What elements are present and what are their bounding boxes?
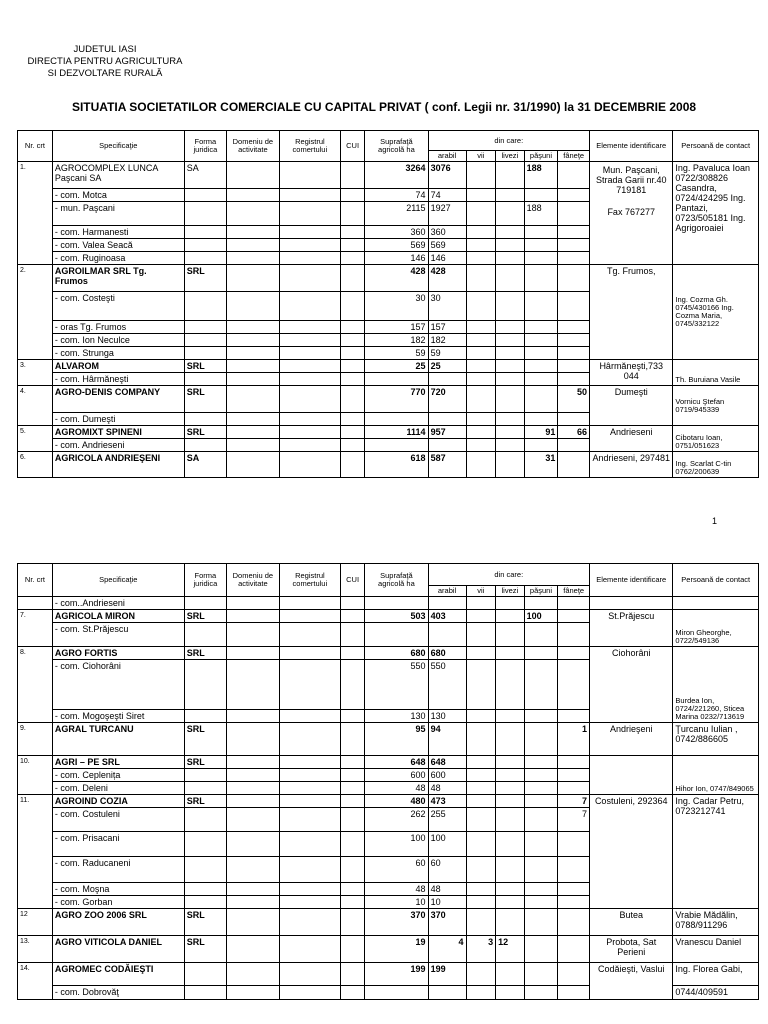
directorate-header: DIRECTIA PENTRU AGRICULTURA — [27, 56, 183, 67]
row-number: 11. — [18, 795, 53, 909]
contact-person: Hihor Ion, 0747/849065 — [673, 756, 759, 795]
company-name: AGRO FORTIS — [52, 647, 184, 660]
legal-form: SRL — [184, 360, 226, 373]
legal-form: SRL — [184, 936, 226, 963]
company-name: AGROMIXT SPINENI — [52, 426, 184, 439]
area-total: 680 — [365, 647, 428, 660]
col-cui: CUI — [340, 131, 364, 162]
col-dincare: din care: — [428, 131, 589, 151]
col-registrul: Registrul comertului — [279, 564, 340, 597]
legal-form: SRL — [184, 909, 226, 936]
col-domeniu: Domeniu de activitate — [226, 564, 279, 597]
area-total: 360 — [365, 226, 428, 239]
identification: Dumeşti — [590, 386, 673, 426]
area-arable: 1927 — [428, 202, 466, 226]
company-name: AGROMEC CODĂIEŞTI — [52, 963, 184, 986]
table-row — [18, 795, 759, 808]
legal-form: SRL — [184, 386, 226, 413]
area-total: 2115 — [365, 202, 428, 226]
legal-form: SRL — [184, 723, 226, 756]
col-forma: Forma juridica — [184, 131, 226, 162]
row-number: 13. — [18, 936, 53, 963]
area-total: 60 — [365, 857, 428, 883]
locality: - com. Strunga — [52, 347, 184, 360]
area-arable: 146 — [428, 252, 466, 265]
col-fanete: fâneţe — [558, 151, 590, 162]
locality: - com..Andrieseni — [52, 597, 184, 610]
locality: - com. Ceplenița — [52, 769, 184, 782]
area-arable: 74 — [428, 189, 466, 202]
identification — [590, 162, 673, 265]
identification: St.Prăjescu — [590, 610, 673, 647]
area-hayfield: 50 — [558, 386, 590, 413]
locality: - com. Mogoşeşti Siret — [52, 710, 184, 723]
area-total: 48 — [365, 883, 428, 896]
col-livezi: livezi — [496, 151, 524, 162]
area-arable: 720 — [428, 386, 466, 413]
locality: - com. Dobrovăţ — [52, 986, 184, 1000]
area-total: 199 — [365, 963, 428, 986]
area-arable: 550 — [428, 660, 466, 710]
area-arable: 648 — [428, 756, 466, 769]
row-number: 3. — [18, 360, 53, 386]
area-total: 262 — [365, 808, 428, 832]
locality: - com. Prisacani — [52, 832, 184, 857]
col-suprafata: Suprafaţă agricolă ha — [365, 564, 428, 597]
col-livezi: livezi — [496, 586, 524, 597]
area-arable: 48 — [428, 782, 466, 795]
row-number: 12 — [18, 909, 53, 936]
col-cui: CUI — [340, 564, 364, 597]
company-name: AGROILMAR SRL Tg. Frumos — [52, 265, 184, 292]
col-dincare: din care: — [428, 564, 589, 586]
contact-person: Vornicu Ştefan 0719/945339 — [673, 386, 759, 426]
col-pasuni: păşuni — [524, 586, 558, 597]
col-nr: Nr. crt — [18, 131, 53, 162]
company-name: AGRO VITICOLA DANIEL — [52, 936, 184, 963]
area-total: 100 — [365, 832, 428, 857]
area-hayfield: 7 — [558, 795, 590, 808]
area-hayfield: 1 — [558, 723, 590, 756]
locality: - oras Tg. Frumos — [52, 321, 184, 334]
contact-person: Miron Gheorghe, 0722/549136 — [673, 610, 759, 647]
area-total: 10 — [365, 896, 428, 909]
area-total: 550 — [365, 660, 428, 710]
area-arable: 428 — [428, 265, 466, 292]
area-total: 569 — [365, 239, 428, 252]
companies-table-page2 — [17, 563, 759, 1000]
area-arable: 587 — [428, 452, 466, 478]
area-total: 74 — [365, 189, 428, 202]
table-row — [18, 756, 759, 769]
table-row — [18, 610, 759, 623]
table-row — [18, 597, 759, 610]
area-arable: 25 — [428, 360, 466, 373]
directorate-header-line2: SI DEZVOLTARE RURALĂ — [47, 68, 163, 79]
area-total: 1114 — [365, 426, 428, 439]
contact-person: Cibotaru Ioan, 0751/051623 — [673, 426, 759, 452]
col-vii: vii — [466, 586, 496, 597]
col-persoana: Persoană de contact — [673, 131, 759, 162]
area-arable: 10 — [428, 896, 466, 909]
area-pasture: 100 — [524, 610, 558, 623]
area-total: 370 — [365, 909, 428, 936]
legal-form: SRL — [184, 426, 226, 439]
legal-form: SRL — [184, 795, 226, 808]
area-total: 770 — [365, 386, 428, 413]
table-row — [18, 386, 759, 413]
area-arable: 569 — [428, 239, 466, 252]
area-total: 648 — [365, 756, 428, 769]
col-registrul: Registrul comertului — [279, 131, 340, 162]
company-name: AGRO ZOO 2006 SRL — [52, 909, 184, 936]
area-arable: 255 — [428, 808, 466, 832]
col-nr: Nr. crt — [18, 564, 53, 597]
area-total: 146 — [365, 252, 428, 265]
legal-form: SA — [184, 452, 226, 478]
companies-table-page1 — [17, 130, 759, 478]
area-arable: 360 — [428, 226, 466, 239]
table-row — [18, 265, 759, 292]
locality: - com. St.Prăjescu — [52, 623, 184, 647]
col-arabil: arabil — [428, 151, 466, 162]
col-spec: Specificaţie — [52, 131, 184, 162]
locality: - mun. Paşcani — [52, 202, 184, 226]
col-persoana: Persoană de contact — [673, 564, 759, 597]
document-title: SITUATIA SOCIETATILOR COMERCIALE CU CAPITAL PRIVAT ( conf. Legii nr. 31/1990) la 31 DECEMBRIE 2008 — [71, 100, 697, 114]
table-row — [18, 162, 759, 189]
row-number: 6. — [18, 452, 53, 478]
area-total: 95 — [365, 723, 428, 756]
company-name: ALVAROM — [52, 360, 184, 373]
locality: - com. Dumeşti — [52, 413, 184, 426]
row-number: 9. — [18, 723, 53, 756]
locality: - com. Valea Seacă — [52, 239, 184, 252]
identification: Costuleni, 292364 — [590, 795, 673, 909]
row-number: 2. — [18, 265, 53, 360]
area-arable: 600 — [428, 769, 466, 782]
row-number: 14. — [18, 963, 53, 1000]
page-number: 1 — [712, 516, 718, 526]
table-row — [18, 963, 759, 986]
table-row — [18, 936, 759, 963]
locality: - com. Costuleni — [52, 808, 184, 832]
area-total: 59 — [365, 347, 428, 360]
contact-person: Ing. Florea Gabi, — [673, 963, 759, 986]
area-arable: 680 — [428, 647, 466, 660]
identification: Ciohorâni — [590, 647, 673, 723]
area-arable: 48 — [428, 883, 466, 896]
table-row — [18, 360, 759, 373]
area-orchard: 12 — [496, 936, 524, 963]
identification: Butea — [590, 909, 673, 936]
area-total: 130 — [365, 710, 428, 723]
company-name: AGRICOLA ANDRIEŞENI — [52, 452, 184, 478]
row-number: 4. — [18, 386, 53, 426]
locality: - com. Deleni — [52, 782, 184, 795]
table-row — [18, 909, 759, 936]
area-pasture: 91 — [524, 426, 558, 439]
area-total: 618 — [365, 452, 428, 478]
area-arable: 100 — [428, 832, 466, 857]
locality: - com. Moşna — [52, 883, 184, 896]
contact-person: Ing. Pavaluca Ioan 0722/308826 Casandra, 0724/424295 Ing. Pantazi, 0723/505181 Ing. Agrigoroaiei — [673, 162, 759, 265]
locality: - com. Costeşti — [52, 292, 184, 321]
area-hayfield: 7 — [558, 808, 590, 832]
col-forma: Forma juridica — [184, 564, 226, 597]
area-arable: 957 — [428, 426, 466, 439]
area-arable: 199 — [428, 963, 466, 986]
table-row — [18, 426, 759, 439]
company-name: AGRI – PE SRL — [52, 756, 184, 769]
col-spec: Specificaţie — [52, 564, 184, 597]
company-name: AGRO-DENIS COMPANY — [52, 386, 184, 413]
col-vii: vii — [466, 151, 496, 162]
area-arable: 157 — [428, 321, 466, 334]
row-number: 5. — [18, 426, 53, 452]
area-arable: 94 — [428, 723, 466, 756]
identification: Codăieşti, Vaslui — [590, 963, 673, 1000]
area-pasture: 188 — [524, 202, 558, 226]
table-row — [18, 723, 759, 756]
area-arable: 130 — [428, 710, 466, 723]
table-row — [18, 452, 759, 478]
area-arable: 3076 — [428, 162, 466, 189]
legal-form: SRL — [184, 265, 226, 292]
area-arable: 60 — [428, 857, 466, 883]
county-header: JUDETUL IASI — [73, 44, 137, 55]
area-pasture: 188 — [524, 162, 558, 189]
locality: - com. Motca — [52, 189, 184, 202]
area-hayfield: 66 — [558, 426, 590, 439]
col-domeniu: Domeniu de activitate — [226, 131, 279, 162]
identification: Tg. Frumos, — [590, 265, 673, 360]
col-suprafata: Suprafaţă agricolă ha — [365, 131, 428, 162]
area-arable: 30 — [428, 292, 466, 321]
col-fanete: fâneţe — [558, 586, 590, 597]
area-total: 19 — [365, 936, 428, 963]
contact-person: Th. Buruiana Vasile — [673, 360, 759, 386]
identification: Andrieşeni — [590, 723, 673, 756]
contact-person: Ţurcanu Iulian , 0742/886605 — [673, 723, 759, 756]
area-total: 428 — [365, 265, 428, 292]
locality: - com. Andrieseni — [52, 439, 184, 452]
identification: Hârmăneşti,733 044 — [590, 360, 673, 386]
area-total: 25 — [365, 360, 428, 373]
legal-form: SRL — [184, 610, 226, 623]
row-number: 1. — [18, 162, 53, 265]
locality: - com. Gorban — [52, 896, 184, 909]
company-name: AGRAL TURCANU — [52, 723, 184, 756]
row-number: 8. — [18, 647, 53, 723]
legal-form: SA — [184, 162, 226, 189]
col-pasuni: păşuni — [524, 151, 558, 162]
legal-form: SRL — [184, 647, 226, 660]
table-row — [18, 647, 759, 660]
area-arable: 59 — [428, 347, 466, 360]
locality: - com. Ion Neculce — [52, 334, 184, 347]
area-arable: 473 — [428, 795, 466, 808]
fax: Fax 767277 — [607, 207, 655, 217]
area-total: 600 — [365, 769, 428, 782]
area-pasture: 31 — [524, 452, 558, 478]
area-arable: 182 — [428, 334, 466, 347]
contact-phone: 0744/409591 — [673, 986, 759, 1000]
area-arable: 4 — [428, 936, 466, 963]
identification: Probota, Sat Perieni — [590, 936, 673, 963]
locality: - com. Ruginoasa — [52, 252, 184, 265]
area-total: 48 — [365, 782, 428, 795]
area-total: 30 — [365, 292, 428, 321]
row-number: 7. — [18, 610, 53, 647]
contact-person: Burdea Ion, 0724/221260, Sticea Marina 0232/713619 — [673, 647, 759, 723]
contact-person: Ing. Cadar Petru, 0723212741 — [673, 795, 759, 909]
company-name: AGRICOLA MIRON — [52, 610, 184, 623]
area-total: 3264 — [365, 162, 428, 189]
address: Mun. Paşcani, Strada Garii nr.40 719181 — [595, 165, 667, 195]
row-number: 10. — [18, 756, 53, 795]
area-total: 182 — [365, 334, 428, 347]
locality: - com. Harmanesti — [52, 226, 184, 239]
company-name: AGROIND COZIA — [52, 795, 184, 808]
col-arabil: arabil — [428, 586, 466, 597]
locality: - com. Raducaneni — [52, 857, 184, 883]
col-elemente: Elemente identificare — [590, 131, 673, 162]
area-arable: 403 — [428, 610, 466, 623]
area-total: 157 — [365, 321, 428, 334]
contact-person: Ing. Scarlat C-tin 0762/200639 — [673, 452, 759, 478]
area-total: 503 — [365, 610, 428, 623]
area-total: 480 — [365, 795, 428, 808]
legal-form: SRL — [184, 756, 226, 769]
identification: Andrieseni — [590, 426, 673, 452]
locality: - com. Hârmăneşti — [52, 373, 184, 386]
contact-person: Ing. Cozma Gh. 0745/430166 Ing. Cozma Maria, 0745/332122 — [673, 265, 759, 360]
col-elemente: Elemente identificare — [590, 564, 673, 597]
contact-person: Vranescu Daniel — [673, 936, 759, 963]
contact-person: Vrabie Mădălin, 0788/911296 — [673, 909, 759, 936]
identification: Andrieseni, 297481 — [590, 452, 673, 478]
company-name: AGROCOMPLEX LUNCA Paşcani SA — [52, 162, 184, 189]
locality: - com. Ciohorâni — [52, 660, 184, 710]
area-arable: 370 — [428, 909, 466, 936]
area-vineyard: 3 — [466, 936, 496, 963]
